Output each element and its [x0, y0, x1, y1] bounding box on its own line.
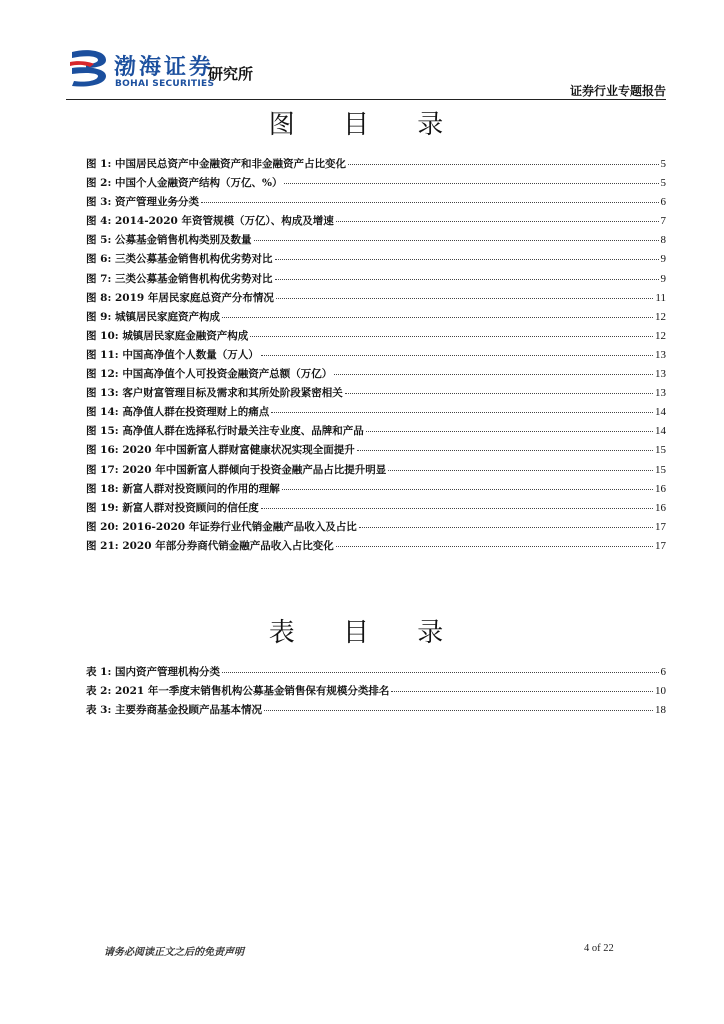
figure-entry[interactable]: [86, 519, 666, 538]
figure-caption: 中国高净值个人可投资金融资产总额（万亿）: [122, 368, 333, 381]
figure-entry-title: [86, 347, 259, 362]
disclaimer-note: 请务必阅读正文之后的免责声明: [104, 947, 244, 958]
figure-entry-title: [86, 232, 252, 247]
figure-page-number: 14: [655, 406, 666, 419]
dot-leader: [250, 336, 653, 337]
figure-page-number: 7: [660, 215, 666, 228]
table-page-number: 6: [660, 666, 666, 678]
figure-page-number: 16: [655, 482, 666, 495]
table-number: 表 3:: [86, 704, 112, 717]
figure-entry[interactable]: [86, 366, 666, 385]
figure-entry[interactable]: [86, 404, 666, 423]
figure-page-number: 8: [660, 234, 666, 247]
figure-number: 图 17:: [86, 463, 119, 476]
dot-leader: [282, 489, 653, 490]
dot-leader: [348, 164, 659, 165]
figure-entry-title: [86, 328, 248, 343]
figure-caption: 中国高净值个人数量（万人）: [122, 348, 259, 361]
figure-entry-title: [86, 290, 274, 305]
figure-caption: 2020 年部分券商代销金融产品收入占比变化: [122, 539, 334, 552]
dot-leader: [201, 202, 659, 203]
dot-leader: [264, 710, 653, 711]
figure-entry[interactable]: [86, 271, 666, 290]
figure-number: 图 11:: [86, 348, 119, 361]
figure-number: 图 12:: [86, 368, 119, 381]
figure-number: 图 8:: [86, 291, 112, 304]
figure-entry[interactable]: [86, 385, 666, 404]
figure-entry-title: [86, 481, 280, 496]
table-number: 表 1:: [86, 666, 112, 678]
figure-number: 图 16:: [86, 444, 119, 457]
figure-page-number: 12: [655, 310, 666, 323]
figure-number: 图 6:: [86, 253, 112, 266]
figure-number: 图 3:: [86, 196, 112, 209]
dot-leader: [391, 691, 653, 692]
figure-caption: 高净值人群在选择私行时最关注专业度、品牌和产品: [122, 425, 364, 438]
figure-caption: 2016-2020 年证券行业代销金融产品收入及占比: [122, 520, 357, 533]
figure-caption: 客户财富管理目标及需求和其所处阶段紧密相关: [122, 387, 343, 400]
figure-number: 图 13:: [86, 387, 119, 400]
dot-leader: [357, 450, 653, 451]
table-caption: 2021 年一季度末销售机构公募基金销售保有规模分类排名: [115, 685, 390, 698]
figure-page-number: 11: [655, 291, 666, 304]
dot-leader: [345, 393, 653, 394]
dot-leader: [261, 355, 653, 356]
table-caption: 国内资产管理机构分类: [115, 666, 220, 678]
figure-caption: 中国个人金融资产结构（万亿、%）: [115, 177, 283, 190]
figure-caption: 三类公募基金销售机构优劣势对比: [115, 272, 273, 285]
table-page-number: 18: [655, 704, 666, 717]
figure-entry[interactable]: [86, 442, 666, 461]
figure-page-number: 9: [660, 253, 666, 266]
figure-entry[interactable]: [86, 175, 666, 194]
figure-caption: 2020 年中国新富人群财富健康状况实现全面提升: [122, 444, 355, 457]
figure-number: 图 1:: [86, 158, 112, 170]
figure-page-number: 5: [660, 158, 666, 170]
figure-entry-title: [86, 500, 259, 515]
figure-entry[interactable]: [86, 500, 666, 519]
figure-page-number: 14: [655, 425, 666, 438]
figure-entry-title: [86, 404, 269, 419]
figure-number: 图 20:: [86, 520, 119, 533]
figure-page-number: 17: [655, 520, 666, 533]
figure-entry-title: [86, 519, 357, 534]
dot-leader: [336, 546, 653, 547]
figure-number: 图 2:: [86, 177, 112, 190]
figure-page-number: 13: [655, 387, 666, 400]
figure-page-number: 16: [655, 501, 666, 514]
brand-name-cn: 渤海证券: [114, 54, 215, 80]
figure-entry[interactable]: [86, 156, 666, 175]
table-number: 表 2:: [86, 685, 112, 698]
figures-toc-list: [86, 156, 666, 557]
institute-label: 研究所: [208, 65, 254, 83]
table-page-number: 10: [655, 685, 666, 698]
table-caption: 主要券商基金投顾产品基本情况: [115, 704, 262, 717]
report-type: 证券行业专题报告: [569, 84, 666, 98]
figure-page-number: 13: [655, 348, 666, 361]
figure-number: 图 21:: [86, 539, 119, 552]
figure-entry[interactable]: [86, 481, 666, 500]
figure-caption: 三类公募基金销售机构优劣势对比: [115, 253, 273, 266]
figure-entry[interactable]: [86, 347, 666, 366]
figure-number: 图 9:: [86, 310, 112, 323]
figure-entry-title: [86, 175, 282, 190]
figure-number: 图 19:: [86, 501, 119, 514]
brand-name-en: BOHAI SECURITIES: [115, 79, 215, 89]
table-entry-title: [86, 683, 389, 698]
figure-page-number: 17: [655, 539, 666, 552]
dot-leader: [275, 279, 659, 280]
dot-leader: [284, 183, 658, 184]
figure-caption: 城镇居民家庭金融资产构成: [122, 329, 249, 342]
figure-entry-title: [86, 271, 273, 286]
figure-number: 图 18:: [86, 482, 119, 495]
figure-caption: 资产管理业务分类: [115, 196, 199, 209]
figure-entry[interactable]: [86, 194, 666, 213]
figure-entry-title: [86, 251, 273, 266]
dot-leader: [388, 470, 653, 471]
figure-entry-title: [86, 213, 334, 228]
figure-number: 图 10:: [86, 329, 119, 342]
figure-caption: 2019 年居民家庭总资产分布情况: [115, 291, 274, 304]
figure-entry[interactable]: [86, 423, 666, 442]
figure-number: 图 4:: [86, 215, 112, 228]
figure-entry-title: [86, 442, 355, 457]
figure-entry[interactable]: [86, 538, 666, 557]
figure-number: 图 7:: [86, 272, 112, 285]
figure-entry-title: [86, 462, 386, 477]
table-entry-title: [86, 664, 220, 679]
figure-page-number: 13: [655, 368, 666, 381]
figure-page-number: 12: [655, 329, 666, 342]
figure-caption: 2014-2020 年资管规模（万亿）、构成及增速: [115, 215, 334, 228]
figure-entry-title: [86, 423, 364, 438]
figure-entry-title: [86, 538, 334, 553]
figure-entry-title: [86, 309, 220, 324]
dot-leader: [275, 259, 659, 260]
figure-entry-title: [86, 385, 343, 400]
page-number: 4 of 22: [584, 943, 614, 954]
figure-page-number: 6: [660, 196, 666, 209]
figure-page-number: 15: [655, 463, 666, 476]
figure-entry[interactable]: [86, 309, 666, 328]
table-entry[interactable]: [86, 702, 666, 721]
bohai-logo-icon: [66, 46, 110, 90]
figure-number: 图 5:: [86, 234, 112, 247]
figure-number: 图 14:: [86, 406, 119, 419]
figures-toc-title: 图 目 录: [268, 110, 464, 140]
figure-caption: 城镇居民家庭资产构成: [115, 310, 220, 323]
tables-toc-title: 表 目 录: [268, 618, 464, 648]
page-header: [66, 46, 666, 102]
figure-entry-title: [86, 156, 346, 171]
figure-entry-title: [86, 194, 199, 209]
tables-toc-list: [86, 664, 666, 721]
figure-caption: 公募基金销售机构类别及数量: [115, 234, 252, 247]
header-divider: [66, 99, 666, 100]
figure-entry-title: [86, 366, 332, 381]
figure-page-number: 5: [660, 177, 666, 190]
figure-entry[interactable]: [86, 328, 666, 347]
dot-leader: [366, 431, 653, 432]
figure-caption: 中国居民总资产中金融资产和非金融资产占比变化: [115, 158, 346, 170]
figure-caption: 2020 年中国新富人群倾向于投资金融产品占比提升明显: [122, 463, 387, 476]
figure-caption: 高净值人群在投资理财上的痛点: [122, 406, 270, 419]
figure-entry[interactable]: [86, 290, 666, 309]
table-entry[interactable]: [86, 664, 666, 683]
table-entry[interactable]: [86, 683, 666, 702]
table-entry-title: [86, 702, 262, 717]
dot-leader: [359, 527, 653, 528]
dot-leader: [261, 508, 653, 509]
figure-caption: 新富人群对投资顾问的信任度: [122, 501, 259, 514]
figure-page-number: 15: [655, 444, 666, 457]
figure-entry[interactable]: [86, 232, 666, 251]
dot-leader: [336, 221, 659, 222]
dot-leader: [254, 240, 659, 241]
figure-entry[interactable]: [86, 462, 666, 481]
figure-number: 图 15:: [86, 425, 119, 438]
dot-leader: [222, 317, 653, 318]
figure-caption: 新富人群对投资顾问的作用的理解: [122, 482, 280, 495]
figure-entry[interactable]: [86, 251, 666, 270]
figure-entry[interactable]: [86, 213, 666, 232]
dot-leader: [334, 374, 653, 375]
dot-leader: [222, 672, 659, 673]
dot-leader: [276, 298, 654, 299]
figure-page-number: 9: [660, 272, 666, 285]
dot-leader: [271, 412, 653, 413]
